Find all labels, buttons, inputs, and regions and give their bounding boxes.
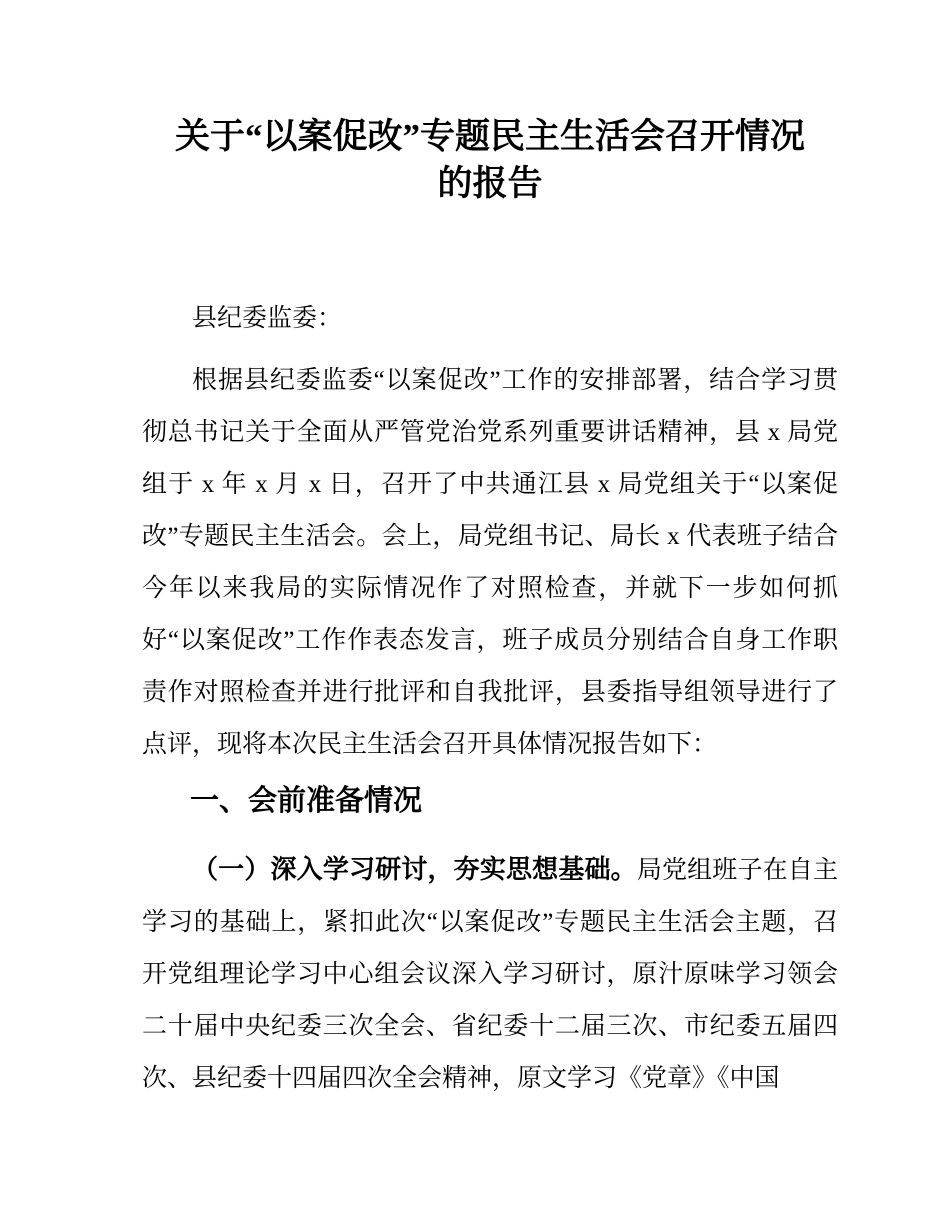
document-content: [142, 113, 838, 1105]
document-title: [142, 113, 838, 207]
paragraph-section1-sub1-lead: （一）深入学习研讨，夯实思想基础。: [192, 854, 637, 884]
salutation: 县纪委监委：: [192, 305, 343, 332]
paragraph-section1-sub1-body: 局党组班子在自主学习的基础上，紧扣此次“以案促改”专题民主生活会主题，召开党组理论学习中心组会议深入学习研讨，原汁原味学习领会二十届中央纪委三次全会、省纪委十二届三次、市纪委五届四次、县纪委十四届四次全会精神，原文学习《党章》《中国: [142, 857, 838, 1092]
title-line-1: 关于“以案促改”专题民主生活会召开情况: [174, 117, 805, 156]
paragraph-opening: 根据县纪委监委“以案促改”工作的安排部署，结合学习贯彻总书记关于全面从严管党治党系列重要讲话精神，县 x 局党组于 x 年 x 月 x 日，召开了中共通江县 x 局党组关于“以案促改”专题民主生活会。会上，局党组书记、局长 x 代表班子结合今年以来我局的实际情况作了对照检查，并就下一步如何抓好“以案促改”工作作表态发言，班子成员分别结合自身工作职责作对照检查并进行批评和自我批评，县委指导组领导进行了点评，现将本次民主生活会召开具体情况报告如下：: [142, 367, 838, 758]
section-1-heading: 一、会前准备情况: [190, 785, 423, 817]
paragraph-section1-sub1: [142, 843, 838, 1105]
title-line-2: 的报告: [437, 164, 543, 203]
